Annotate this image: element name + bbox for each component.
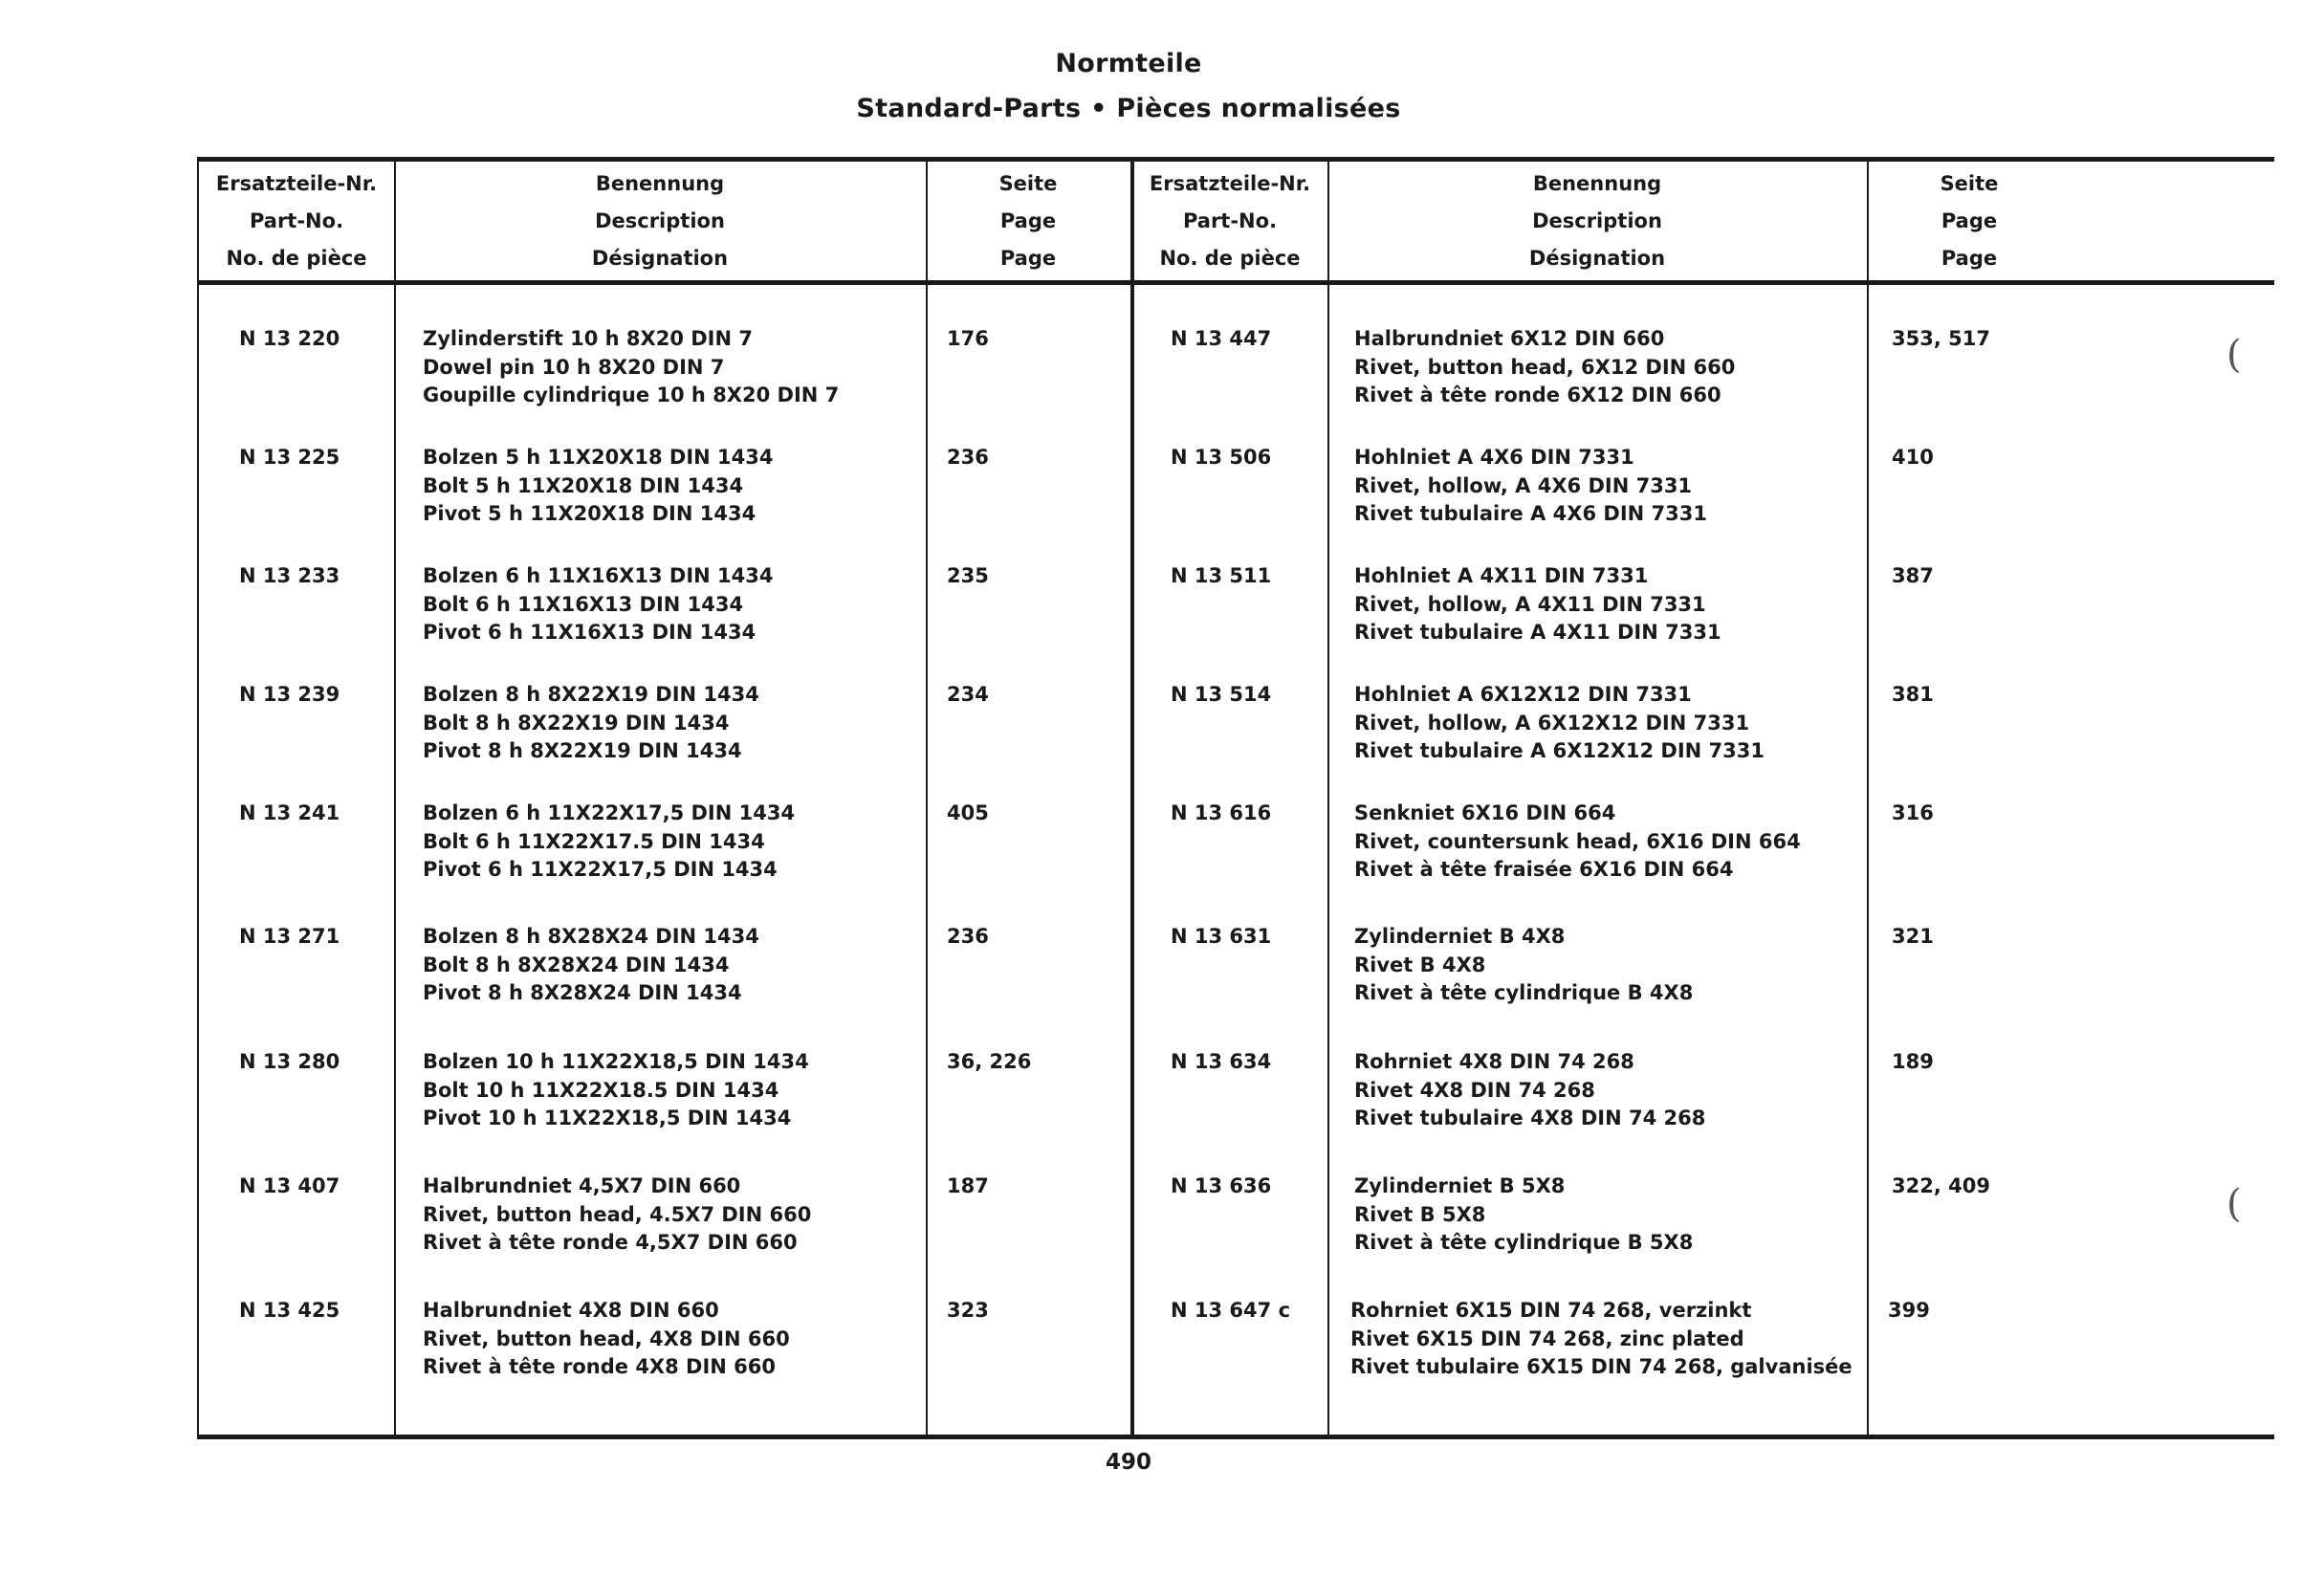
part-description: Rohrniet 6X15 DIN 74 268, verzinkt Rivet 6X15 DIN 74 268, zinc plated Rivet tubulaire 6X15 DIN 74 268, galvanisée	[1350, 1299, 1853, 1378]
part-description: Halbrundniet 4,5X7 DIN 660 Rivet, button head, 4.5X7 DIN 660 Rivet à tête ronde 4,5X7 DIN 660	[423, 1174, 812, 1254]
part-number: N 13 506	[1171, 446, 1272, 469]
part-number: N 13 280	[239, 1050, 340, 1073]
part-number: N 13 447	[1171, 327, 1272, 350]
part-description: Bolzen 5 h 11X20X18 DIN 1434 Bolt 5 h 11X20X18 DIN 1434 Pivot 5 h 11X20X18 DIN 1434	[423, 446, 774, 525]
header-part-no: Ersatzteile-Nr. Part-No. No. de pièce	[215, 172, 378, 270]
table-row	[197, 325, 2274, 430]
part-number: N 13 241	[239, 801, 340, 824]
table-top-rule	[197, 157, 2274, 162]
page-reference: 322, 409	[1892, 1174, 1990, 1197]
part-number: N 13 239	[239, 683, 340, 706]
part-description: Zylinderniet B 5X8 Rivet B 5X8 Rivet à tête cylindrique B 5X8	[1354, 1174, 1694, 1254]
table-row	[197, 444, 2274, 549]
header-description: Benennung Description Désignation	[1528, 172, 1666, 270]
part-number: N 13 634	[1171, 1050, 1272, 1073]
part-description: Bolzen 10 h 11X22X18,5 DIN 1434 Bolt 10 h 11X22X18.5 DIN 1434 Pivot 10 h 11X22X18,5 DIN 1434	[423, 1050, 809, 1129]
part-number: N 13 407	[239, 1174, 340, 1197]
page-title: Normteile	[1055, 49, 1202, 78]
part-description: Senkniet 6X16 DIN 664 Rivet, countersunk head, 6X16 DIN 664 Rivet à tête fraisée 6X16 DIN 664	[1354, 801, 1801, 881]
page-reference: 236	[947, 925, 989, 948]
header-page: Seite Page Page	[1940, 172, 1999, 270]
page-reference: 316	[1892, 801, 1934, 824]
page-reference: 405	[947, 801, 989, 824]
page-reference: 235	[947, 564, 989, 587]
part-number: N 13 425	[239, 1299, 340, 1322]
part-description: Hohlniet A 6X12X12 DIN 7331 Rivet, hollow, A 6X12X12 DIN 7331 Rivet tubulaire A 6X12X12 DIN 7331	[1354, 683, 1765, 762]
page-reference: 189	[1892, 1050, 1934, 1073]
page-reference: 353, 517	[1892, 327, 1990, 350]
table-header-rule	[197, 280, 2274, 285]
part-number: N 13 631	[1171, 925, 1272, 948]
page-reference: 323	[947, 1299, 989, 1322]
part-number: N 13 233	[239, 564, 340, 587]
page-reference: 381	[1892, 683, 1934, 706]
part-number: N 13 271	[239, 925, 340, 948]
parts-table	[197, 157, 2274, 1438]
header-description: Benennung Description Désignation	[591, 172, 729, 270]
table-bottom-rule	[197, 1435, 2274, 1439]
binding-hole-mark: (	[2226, 1182, 2242, 1226]
page-reference: 321	[1892, 925, 1934, 948]
part-description: Halbrundniet 4X8 DIN 660 Rivet, button head, 4X8 DIN 660 Rivet à tête ronde 4X8 DIN 660	[423, 1299, 790, 1378]
part-description: Hohlniet A 4X6 DIN 7331 Rivet, hollow, A 4X6 DIN 7331 Rivet tubulaire A 4X6 DIN 7331	[1354, 446, 1707, 525]
table-row	[197, 1297, 2274, 1402]
part-description: Rohrniet 4X8 DIN 74 268 Rivet 4X8 DIN 74 268 Rivet tubulaire 4X8 DIN 74 268	[1354, 1050, 1706, 1129]
page-reference: 387	[1892, 564, 1934, 587]
part-description: Zylinderstift 10 h 8X20 DIN 7 Dowel pin 10 h 8X20 DIN 7 Goupille cylindrique 10 h 8X20 DIN 7	[423, 327, 840, 406]
part-number: N 13 636	[1171, 1174, 1272, 1197]
part-description: Zylinderniet B 4X8 Rivet B 4X8 Rivet à tête cylindrique B 4X8	[1354, 925, 1694, 1004]
part-number: N 13 514	[1171, 683, 1272, 706]
table-row	[197, 1173, 2274, 1278]
part-description: Bolzen 6 h 11X22X17,5 DIN 1434 Bolt 6 h 11X22X17.5 DIN 1434 Pivot 6 h 11X22X17,5 DIN 1434	[423, 801, 796, 881]
table-row	[197, 800, 2274, 905]
part-number: N 13 220	[239, 327, 340, 350]
part-description: Bolzen 6 h 11X16X13 DIN 1434 Bolt 6 h 11X16X13 DIN 1434 Pivot 6 h 11X16X13 DIN 1434	[423, 564, 774, 644]
part-number: N 13 616	[1171, 801, 1272, 824]
table-row	[197, 923, 2274, 1028]
binding-hole-mark: (	[2226, 333, 2242, 377]
part-description: Halbrundniet 6X12 DIN 660 Rivet, button head, 6X12 DIN 660 Rivet à tête ronde 6X12 DIN 660	[1354, 327, 1736, 406]
part-description: Bolzen 8 h 8X22X19 DIN 1434 Bolt 8 h 8X22X19 DIN 1434 Pivot 8 h 8X22X19 DIN 1434	[423, 683, 759, 762]
page-reference: 36, 226	[947, 1050, 1032, 1073]
part-number: N 13 225	[239, 446, 340, 469]
table-row	[197, 562, 2274, 668]
table-row	[197, 1048, 2274, 1153]
page-reference: 234	[947, 683, 989, 706]
part-description: Bolzen 8 h 8X28X24 DIN 1434 Bolt 8 h 8X28X24 DIN 1434 Pivot 8 h 8X28X24 DIN 1434	[423, 925, 759, 1004]
header-page: Seite Page Page	[998, 172, 1058, 270]
header-part-no: Ersatzteile-Nr. Part-No. No. de pièce	[1149, 172, 1311, 270]
page-reference: 187	[947, 1174, 989, 1197]
part-number: N 13 511	[1171, 564, 1272, 587]
part-description: Hohlniet A 4X11 DIN 7331 Rivet, hollow, A 4X11 DIN 7331 Rivet tubulaire A 4X11 DIN 7331	[1354, 564, 1721, 644]
page-reference: 176	[947, 327, 989, 350]
page-subtitle: Standard-Parts • Pièces normalisées	[856, 94, 1401, 123]
table-row	[197, 681, 2274, 786]
page-reference: 410	[1892, 446, 1934, 469]
page-reference: 236	[947, 446, 989, 469]
page-reference: 399	[1888, 1299, 1930, 1322]
part-number: N 13 647 c	[1171, 1299, 1291, 1322]
page-number: 490	[1105, 1450, 1151, 1475]
